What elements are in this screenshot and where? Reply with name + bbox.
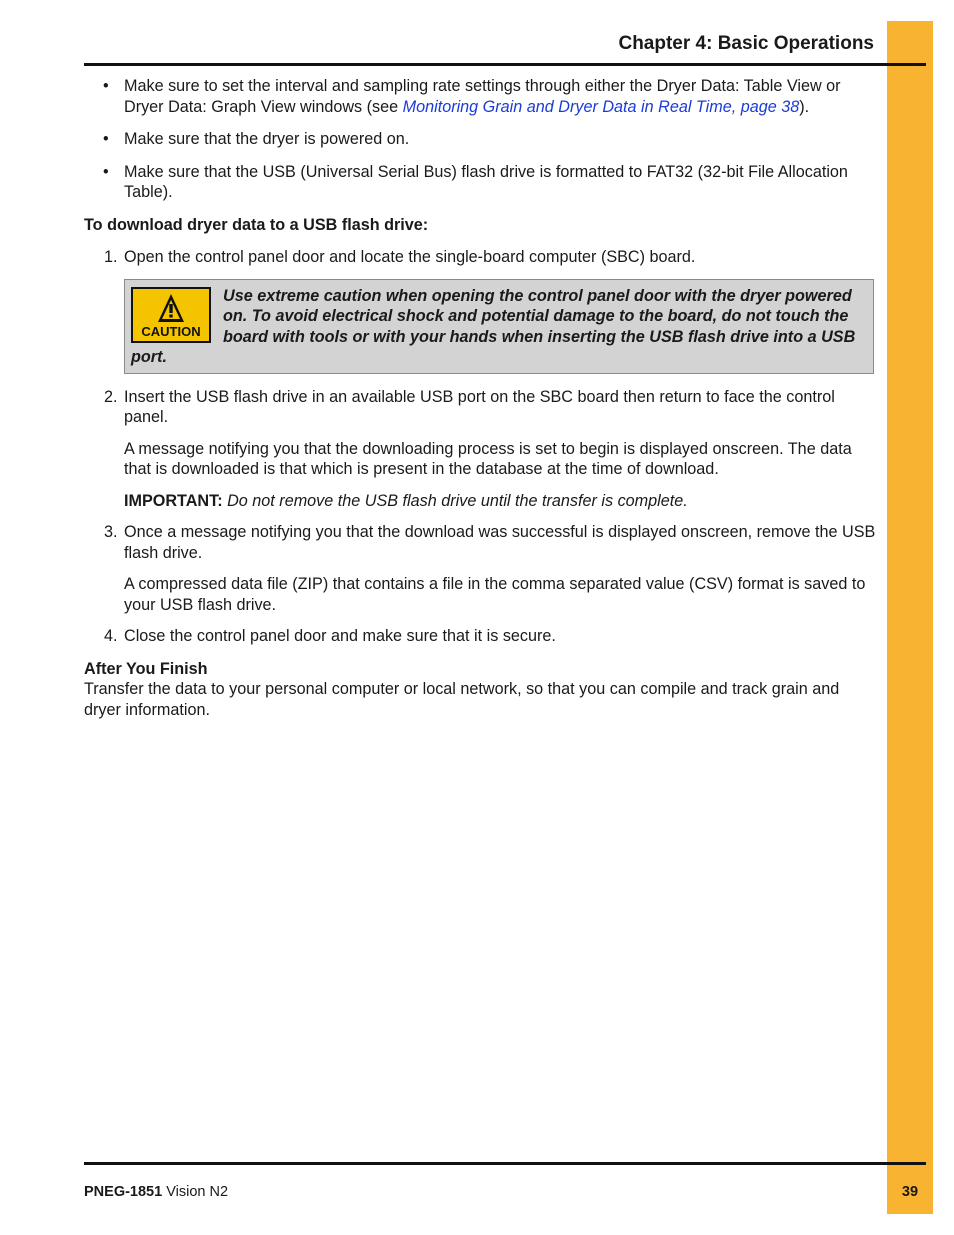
step-item [84,387,876,428]
caution-text: Use extreme caution when opening the control panel door with the dryer powered on. To avoid electrical shock and potential damage to the board, do not touch the board with tools or with your hands when inserting the USB flash drive into a USB port. [131,286,856,366]
footer-doc-id: PNEG-1851 [84,1184,163,1200]
bullet-dot: • [103,77,109,95]
page-content [84,76,876,720]
step-item [84,626,876,647]
warning-triangle-icon [156,292,186,326]
bullet-text-end: ). [799,97,810,116]
bullet-text: Make sure that the USB (Universal Serial Bus) flash drive is formatted to FAT32 (32-bit File Allocation Table). [124,162,848,201]
procedure-heading: To download dryer data to a USB flash drive: [84,215,429,234]
step-text: Once a message notifying you that the download was successful is displayed onscreen, remove the USB flash drive. [124,523,876,562]
header-rule [84,63,926,66]
step-text: Insert the USB flash drive in an available USB port on the SBC board then return to face the control panel. [124,387,835,426]
step-item [84,247,876,268]
step-paragraph: A compressed data file (ZIP) that contains a file in the comma separated value (CSV) format is saved to your USB flash drive. [124,575,866,614]
step-text: Open the control panel door and locate the single-board computer (SBC) board. [124,248,696,266]
bullet-item [84,129,876,150]
step-number: 1. [104,248,118,266]
cross-reference-link[interactable]: Monitoring Grain and Dryer Data in Real Time, page 38 [402,97,800,116]
bullet-dot: • [103,162,109,181]
caution-callout [124,279,874,374]
important-text: Do not remove the USB flash drive until the transfer is complete. [227,491,688,510]
bullet-text: Make sure that the dryer is powered on. [124,130,410,148]
bullet-dot: • [103,130,109,148]
footer-product: Vision N2 [166,1184,229,1200]
step-number: 2. [104,387,118,406]
page-number: 39 [901,1184,919,1200]
after-text: Transfer the data to your personal computer or local network, so that you can compile and track grain and dryer information. [84,680,840,719]
step-number: 3. [104,523,118,541]
step-paragraph: A message notifying you that the downloading process is set to begin is displayed onscreen. The data that is downloaded is that which is present in the database at the time of download. [124,439,852,478]
caution-sign [131,287,211,343]
important-label: IMPORTANT: [124,491,223,510]
bullet-item [84,162,876,203]
step-text: Close the control panel door and make sure that it is secure. [124,627,556,645]
bullet-item [84,76,876,117]
step-number: 4. [104,627,118,645]
footer-rule [84,1162,926,1165]
caution-label: CAUTION [141,323,201,339]
chapter-tab-sidebar [887,21,933,1214]
chapter-title: Chapter 4: Basic Operations [618,33,874,54]
bullet-text: Make sure to set the interval and sampling rate settings through either the Dryer Data: Table View or Dryer Data: Graph View windows (see [124,77,841,116]
after-heading: After You Finish [84,659,208,678]
step-item [84,522,876,563]
important-note [84,491,876,512]
footer-doc-info [84,1183,228,1201]
